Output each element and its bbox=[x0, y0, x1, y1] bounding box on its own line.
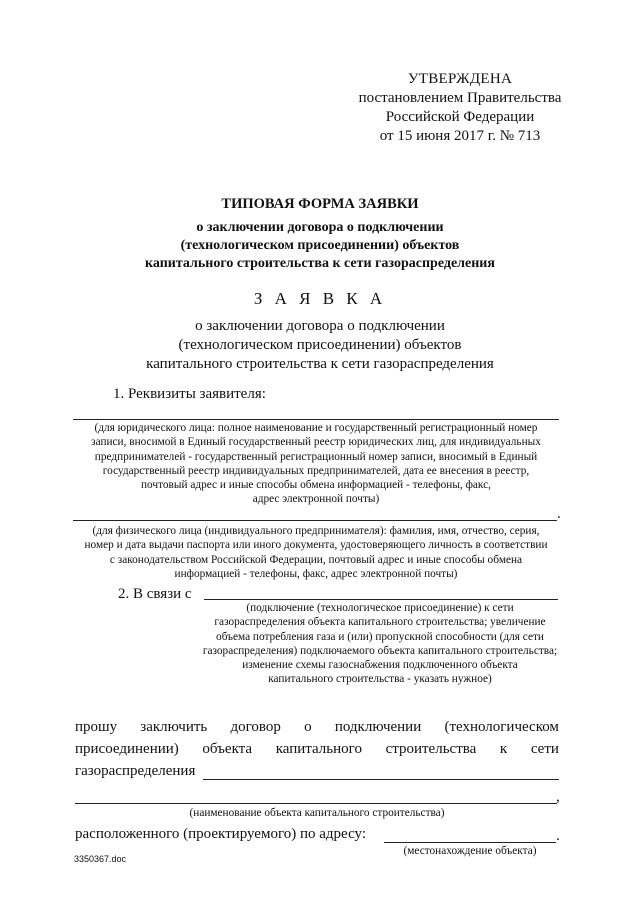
individual-terminator: . bbox=[557, 506, 561, 522]
application-line: капитального строительства к сети газораспределения bbox=[146, 356, 494, 372]
address-terminator: . bbox=[556, 828, 560, 844]
request-word: к bbox=[499, 741, 508, 757]
form-title-heading: ТИПОВАЯ ФОРМА ЗАЯВКИ bbox=[221, 196, 419, 212]
note-line: изменение схемы газоснабжения подключенного объекта bbox=[242, 659, 518, 672]
note-line: государственный реестр индивидуальных предпринимателей, дата ее внесения в реестр, bbox=[102, 464, 530, 477]
approval-title: УТВЕРЖДЕНА bbox=[407, 71, 513, 87]
request-word: подключении bbox=[334, 719, 422, 735]
request-word: объекта bbox=[202, 741, 253, 757]
approval-line: Российской Федерации bbox=[385, 109, 535, 125]
network-field-line[interactable] bbox=[203, 779, 559, 780]
request-word: (технологическом bbox=[444, 719, 559, 735]
address-field-line[interactable] bbox=[384, 842, 556, 843]
request-row-1 bbox=[75, 719, 559, 736]
address-label: расположенного (проектируемого) по адресу: bbox=[75, 826, 367, 842]
note-line: записи, вносимой в Единый государственный реестр юридических лиц, для индивидуальных bbox=[91, 436, 541, 449]
section2-label: 2. В связи с bbox=[118, 586, 192, 602]
request-word: о bbox=[304, 719, 312, 735]
address-note: (местонахождение объекта) bbox=[403, 845, 537, 857]
approval-line: постановлением Правительства bbox=[358, 90, 562, 106]
form-title-line: (технологическом присоединении) объектов bbox=[180, 238, 460, 253]
object-field-line[interactable] bbox=[75, 803, 557, 804]
note-line: (для юридического лица: полное наименование и государственный регистрационный номер bbox=[94, 422, 538, 434]
form-title-line: капитального строительства к сети газораспределения bbox=[145, 256, 495, 271]
file-name: 3350367.doc bbox=[74, 854, 127, 864]
request-word: строительства bbox=[385, 741, 477, 757]
section2-note bbox=[188, 601, 572, 687]
individual-field-line[interactable] bbox=[73, 520, 557, 521]
note-line: адрес электронной почты) bbox=[252, 493, 380, 506]
application-line: о заключении договора о подключении bbox=[195, 318, 445, 334]
reason-field-line[interactable] bbox=[204, 599, 558, 600]
note-line: газораспределения) подключаемого объекта капитального строительства; bbox=[202, 644, 558, 657]
request-row-2 bbox=[75, 741, 559, 758]
object-terminator: , bbox=[556, 789, 560, 805]
section1-label: 1. Реквизиты заявителя: bbox=[113, 386, 266, 402]
request-word: прошу bbox=[75, 719, 118, 735]
request-word: заключить bbox=[140, 719, 208, 735]
object-note: (наименование объекта капитального строительства) bbox=[189, 807, 445, 819]
individual-note bbox=[60, 524, 572, 581]
note-line: информацией - телефоны, факс, адрес электронной почты) bbox=[174, 567, 458, 580]
legal-entity-note bbox=[70, 421, 562, 507]
application-heading: З А Я В К А bbox=[253, 289, 387, 308]
approval-line: от 15 июня 2017 г. № 713 bbox=[379, 128, 541, 144]
form-title-subtitle bbox=[60, 219, 580, 273]
note-line: предпринимателей - государственный регистрационный номер записи, вносимый в Единый bbox=[94, 450, 538, 463]
request-row-3: газораспределения bbox=[75, 763, 196, 779]
note-line: (для физического лица (индивидуального предпринимателя): фамилия, имя, отчество, серия, bbox=[92, 525, 540, 537]
legal-entity-field-line[interactable] bbox=[73, 419, 559, 420]
application-subtitle bbox=[60, 317, 580, 374]
note-line: (подключение (технологическое присоединение) к сети bbox=[246, 602, 514, 614]
approval-block bbox=[330, 70, 590, 146]
note-line: номер и дата выдачи паспорта или иного документа, удостоверяющего личность в соответствии bbox=[84, 539, 548, 552]
request-word: капитального bbox=[275, 741, 362, 757]
request-word: сети bbox=[530, 741, 559, 757]
request-word: договор bbox=[230, 719, 281, 735]
form-title-line: о заключении договора о подключении bbox=[196, 220, 444, 235]
note-line: газораспределения объекта капитального строительства; увеличение bbox=[214, 616, 546, 629]
note-line: объема потребления газа и (или) пропускной способности (для сети bbox=[216, 630, 544, 643]
note-line: капитального строительства - указать нужное) bbox=[268, 673, 492, 686]
request-word: присоединении) bbox=[75, 741, 179, 757]
note-line: с законодательством Российской Федерации, почтовый адрес и иные способы обмена bbox=[109, 553, 523, 566]
note-line: почтовый адрес и иные способы обмена информацией - телефоны, факс, bbox=[141, 479, 491, 492]
application-line: (технологическом присоединении) объектов bbox=[178, 337, 462, 353]
